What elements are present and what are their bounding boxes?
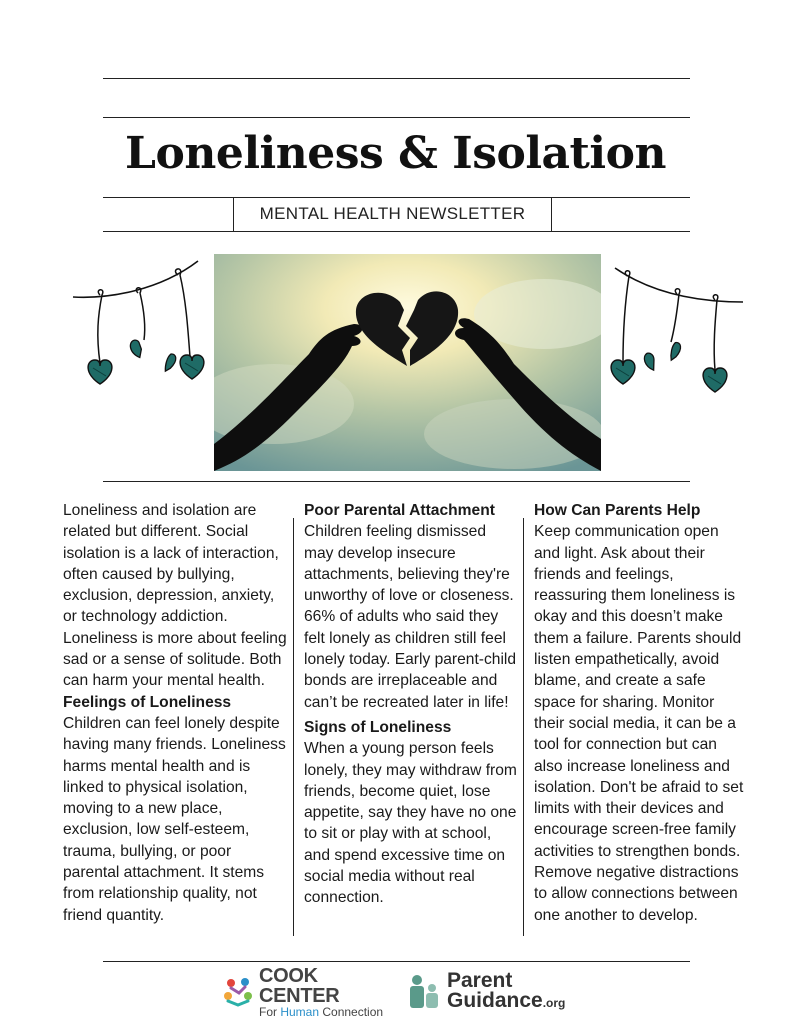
broken-heart-photo <box>214 254 601 471</box>
column-3 <box>534 500 748 926</box>
top-rule-1 <box>103 78 690 79</box>
hanging-hearts-right-icon <box>605 262 750 397</box>
parents-help-heading: How Can Parents Help <box>534 502 701 519</box>
subtitle-rule-below <box>103 231 690 232</box>
column-2 <box>304 500 518 909</box>
attachment-heading: Poor Parental Attachment <box>304 502 495 519</box>
attachment-paragraph: Children feeling dismissed may develop insecure attachments, believing they're unworthy of love or closeness. 66% of adults who said they felt lonely as children still feel lonely today. Early parent-child bonds are irreplaceable and can’t be recreated later in life! <box>304 523 517 711</box>
top-rule-2 <box>103 117 690 118</box>
column-divider-2 <box>523 518 524 936</box>
parent-guidance-line-2: Guidance.org <box>447 989 566 1012</box>
cook-center-name: COOK CENTER <box>259 964 340 1007</box>
newsletter-subtitle: MENTAL HEALTH NEWSLETTER <box>233 197 552 231</box>
cook-center-tagline: For Human Connection <box>259 1004 384 1019</box>
cook-center-people-icon <box>222 975 256 1009</box>
column-divider-1 <box>293 518 294 936</box>
photo-rule-below <box>103 481 690 482</box>
parent-guidance-family-icon <box>406 973 442 1011</box>
parent-guidance-line-1: Parent <box>447 969 513 992</box>
column-1 <box>63 500 291 926</box>
signs-paragraph: When a young person feels lonely, they may withdraw from friends, become quiet, lose appetite, say they have no one to sit or play with at school, and spend excessive time on social media without real connection. <box>304 740 517 907</box>
signs-heading: Signs of Loneliness <box>304 718 452 736</box>
hanging-hearts-left-icon <box>70 255 215 390</box>
intro-paragraph: Loneliness and isolation are related but different. Social isolation is a lack of interaction, often caused by bullying, exclusion, depression, anxiety, or technology addiction. Loneliness is more about feeling sad or a sense of solitude. Both can harm your mental health. <box>63 502 287 690</box>
feelings-heading: Feelings of Loneliness <box>63 693 232 711</box>
parents-help-paragraph: Keep communication open and light. Ask about their friends and feelings, reassuring them loneliness is okay and this doesn’t make them a failure. Parents should listen empathetically, avoid blame, and create a safe space for sharing. Monitor their social media, it can be a tool for connection but can also increase loneliness and isolation. Don't be afraid to set limits with their devices and encourage screen-free family activities to strengthen bonds. Remove negative distractions to allow connections between one another to develop. <box>534 523 744 924</box>
cook-center-logo <box>222 964 392 1019</box>
page-title: Loneliness & Isolation <box>125 128 666 179</box>
parent-guidance-logo <box>406 970 586 1014</box>
feelings-paragraph: Children can feel lonely despite having many friends. Loneliness harms mental health and is linked to physical isolation, moving to a new place, exclusion, low self-esteem, trauma, bullying, or poor parental attachment. It stems from relationship quality, not friend quantity. <box>63 714 286 924</box>
footer-rule <box>103 961 690 962</box>
